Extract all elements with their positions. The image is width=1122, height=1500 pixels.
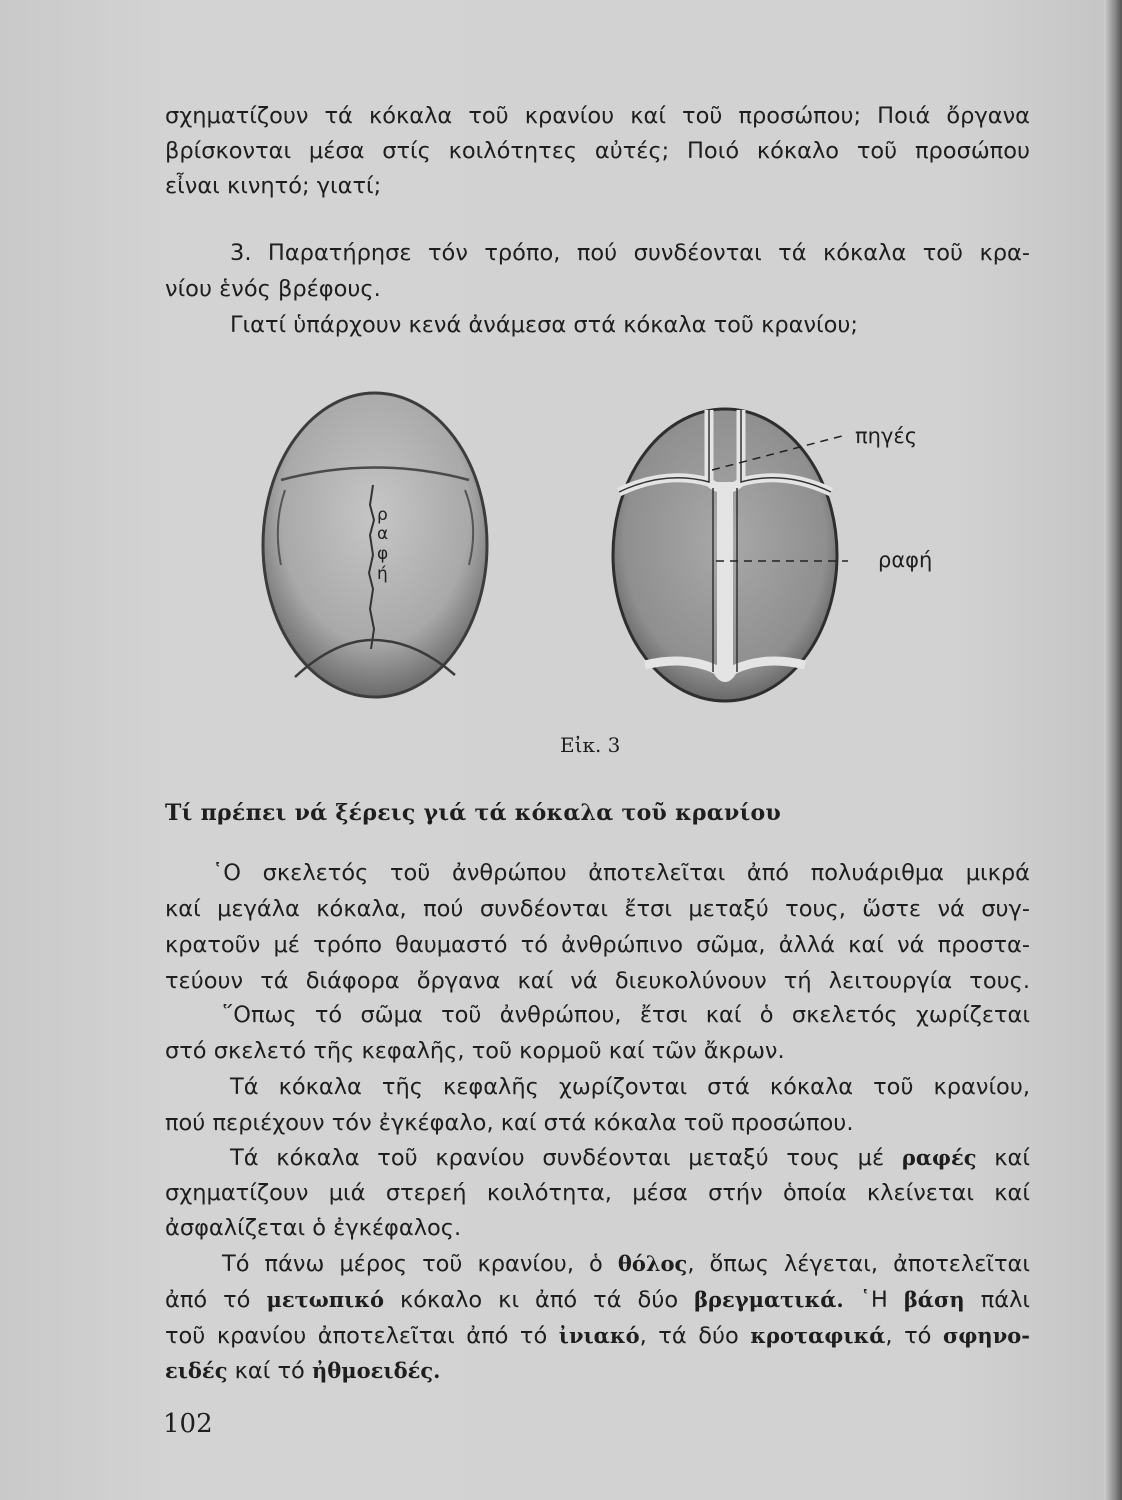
keyword-frontal: μετωπικό (266, 1287, 384, 1312)
suture-vertical-label-a: α (377, 524, 389, 544)
p1-line-2: καί μεγάλα κόκαλα, πού συνδέονται ἔτσι μεταξύ τους, ὥστε νά συγ- (165, 896, 1030, 922)
p5-line-3: τοῦ κρανίου ἀποτελεῖται ἀπό τό ἰνιακό, τά δύο κροταφικά, τό σφηνο- (165, 1323, 1030, 1349)
p3-line-1: Τά κόκαλα τῆς κεφαλῆς χωρίζονται στά κόκαλα τοῦ κρανίου, (230, 1074, 1030, 1100)
p4-line-2: σχηματίζουν μιά στερεή κοιλότητα, μέσα στήν ὁποία κλείνεται καί (165, 1180, 1030, 1206)
p4-line-1: Τά κόκαλα τοῦ κρανίου συνδέονται μεταξύ τους μέ ραφές καί (230, 1145, 1030, 1171)
question3-line-1: 3. Παρατήρησε τόν τρόπο, πού συνδέονται τά κόκαλα τοῦ κρα- (230, 240, 1030, 266)
keyword-sphenoid: σφηνο- (942, 1323, 1030, 1348)
suture-vertical-label-f: φ (377, 544, 389, 564)
p5-line-2: ἀπό τό μετωπικό κόκαλο κι ἀπό τά δύο βρεγματικά. ῾Η βάση πάλι (165, 1287, 1031, 1313)
keyword-vault: θόλος (617, 1251, 688, 1276)
intro-line-3: εἶναι κινητό; γιατί; (165, 173, 382, 199)
suture-label: ραφή (878, 548, 933, 572)
section-heading: Τί πρέπει νά ξέρεις γιά τά κόκαλα τοῦ κρανίου (165, 800, 782, 826)
keyword-base: βάση (903, 1287, 965, 1312)
p1-line-4: τεύουν τά διάφορα ὄργανα καί νά διευκολύνουν τή λειτουργία τους. (165, 968, 1030, 994)
keyword-occipital: ἰνιακό (558, 1323, 640, 1348)
suture-vertical-label-i: ή (377, 564, 388, 584)
keyword-temporal: κροταφικά (750, 1323, 886, 1348)
adult-skull-top-view-figure (255, 385, 495, 715)
question3-line-2: νίου ἑνός βρέφους. (165, 276, 381, 302)
p3-line-2: πού περιέχουν τόν ἐγκέφαλο, καί στά κόκαλα τοῦ προσώπου. (165, 1110, 854, 1136)
intro-line-2: βρίσκονται μέσα στίς κοιλότητες αὐτές; Ποιό κόκαλο τοῦ προσώπου (165, 138, 1030, 164)
figure-caption: Εἰκ. 3 (560, 733, 621, 757)
fontanelles-label: πηγές (855, 424, 918, 448)
p5-line-1: Τό πάνω μέρος τοῦ κρανίου, ὁ θόλος, ὅπως λέγεται, ἀποτελεῖται (222, 1251, 1030, 1277)
intro-line-1: σχηματίζουν τά κόκαλα τοῦ κρανίου καί τοῦ προσώπου; Ποιά ὄργανα (165, 103, 1030, 129)
p4-line-3: ἀσφαλίζεται ὁ ἐγκέφαλος. (165, 1215, 462, 1241)
page-number: 102 (163, 1409, 213, 1439)
p1-line-3: κρατοῦν μέ τρόπο θαυμαστό τό ἀνθρώπινο σῶμα, ἀλλά καί νά προστα- (165, 932, 1030, 958)
p2-line-2: στό σκελετό τῆς κεφαλῆς, τοῦ κορμοῦ καί τῶν ἄκρων. (165, 1038, 785, 1064)
p5-line-4: ειδές καί τό ἠθμοειδές. (165, 1358, 441, 1384)
question3-line-3: Γιατί ὑπάρχουν κενά ἀνάμεσα στά κόκαλα τοῦ κρανίου; (230, 312, 859, 338)
keyword-parietal: βρεγματικά. (694, 1287, 844, 1312)
figure-leader-lines (710, 430, 850, 570)
keyword-sphenoid-end: ειδές (165, 1358, 228, 1383)
keyword-sutures: ραφές (901, 1145, 977, 1170)
page-binding-shadow (1104, 0, 1122, 1500)
keyword-ethmoid: ἠθμοειδές. (311, 1358, 441, 1383)
p2-line-1: ῞Οπως τό σῶμα τοῦ ἀνθρώπου, ἔτσι καί ὁ σκελετός χωρίζεται (222, 1002, 1030, 1028)
p1-line-1: ῾Ο σκελετός τοῦ ἀνθρώπου ἀποτελεῖται ἀπό πολυάριθμα μικρά (212, 860, 1030, 886)
suture-vertical-label-r: ρ (377, 505, 388, 525)
